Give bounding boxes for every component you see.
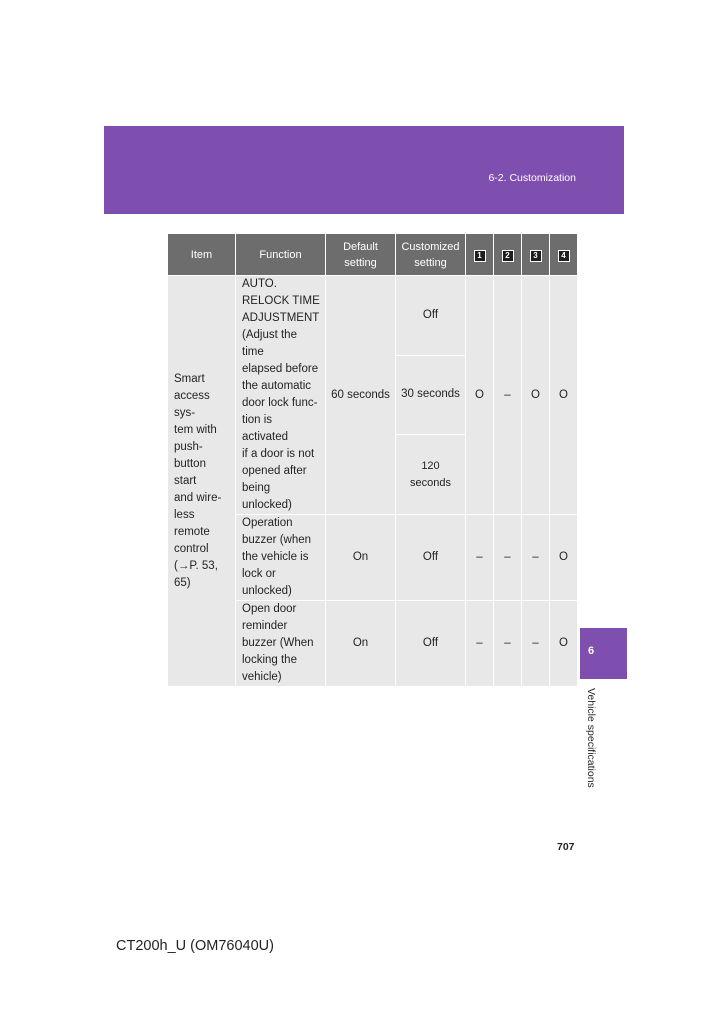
col-header-function: Function (236, 234, 326, 276)
compat-cell-4: O (550, 515, 578, 601)
col-header-customized: Customized setting (396, 234, 466, 276)
item-cell: Smart access sys- tem with push- button start and wire- less remote control (→P. 53, 65) (168, 276, 236, 687)
compat-cell-2: – (494, 515, 522, 601)
compat-cell-4: O (550, 276, 578, 515)
customization-table (167, 233, 578, 687)
function-cell: AUTO. RELOCK TIME ADJUSTMENT (Adjust the time elapsed before the automatic door lock func- tion is activated if a door is not opened after being unlocked) (236, 276, 326, 515)
page-number: 707 (557, 841, 575, 853)
compat-cell-3: O (522, 276, 550, 515)
chapter-number: 6 (588, 645, 595, 657)
compat-cell-2: – (494, 601, 522, 687)
number-1-icon: 1 (474, 250, 486, 262)
col-header-item: Item (168, 234, 236, 276)
number-4-icon: 4 (558, 250, 570, 262)
compat-cell-2: – (494, 276, 522, 515)
col-header-3 (522, 234, 550, 276)
compat-cell-1: – (466, 515, 494, 601)
col-header-1 (466, 234, 494, 276)
col-header-default: Default setting (326, 234, 396, 276)
col-header-4 (550, 234, 578, 276)
default-cell: On (326, 515, 396, 601)
header-band (104, 126, 624, 214)
default-cell: 60 seconds (326, 276, 396, 515)
chapter-tab[interactable] (580, 628, 627, 679)
function-cell: Operation buzzer (when the vehicle is lock or unlocked) (236, 515, 326, 601)
compat-cell-3: – (522, 601, 550, 687)
compat-cell-1: – (466, 601, 494, 687)
customized-cell: Off (396, 515, 466, 601)
chapter-label: Vehicle specifications (585, 688, 597, 788)
col-header-2 (494, 234, 522, 276)
number-3-icon: 3 (530, 250, 542, 262)
number-2-icon: 2 (502, 250, 514, 262)
section-title: 6-2. Customization (488, 172, 576, 184)
compat-cell-3: – (522, 515, 550, 601)
customized-cell: Off (396, 276, 466, 356)
document-id: CT200h_U (OM76040U) (116, 938, 274, 954)
customized-cell: 120 seconds (396, 435, 466, 515)
table-header-row (168, 234, 578, 276)
default-cell: On (326, 601, 396, 687)
compat-cell-1: O (466, 276, 494, 515)
compat-cell-4: O (550, 601, 578, 687)
function-cell: Open door reminder buzzer (When locking the vehicle) (236, 601, 326, 687)
table-row (168, 276, 578, 356)
customized-cell: 30 seconds (396, 355, 466, 435)
customized-cell: Off (396, 601, 466, 687)
